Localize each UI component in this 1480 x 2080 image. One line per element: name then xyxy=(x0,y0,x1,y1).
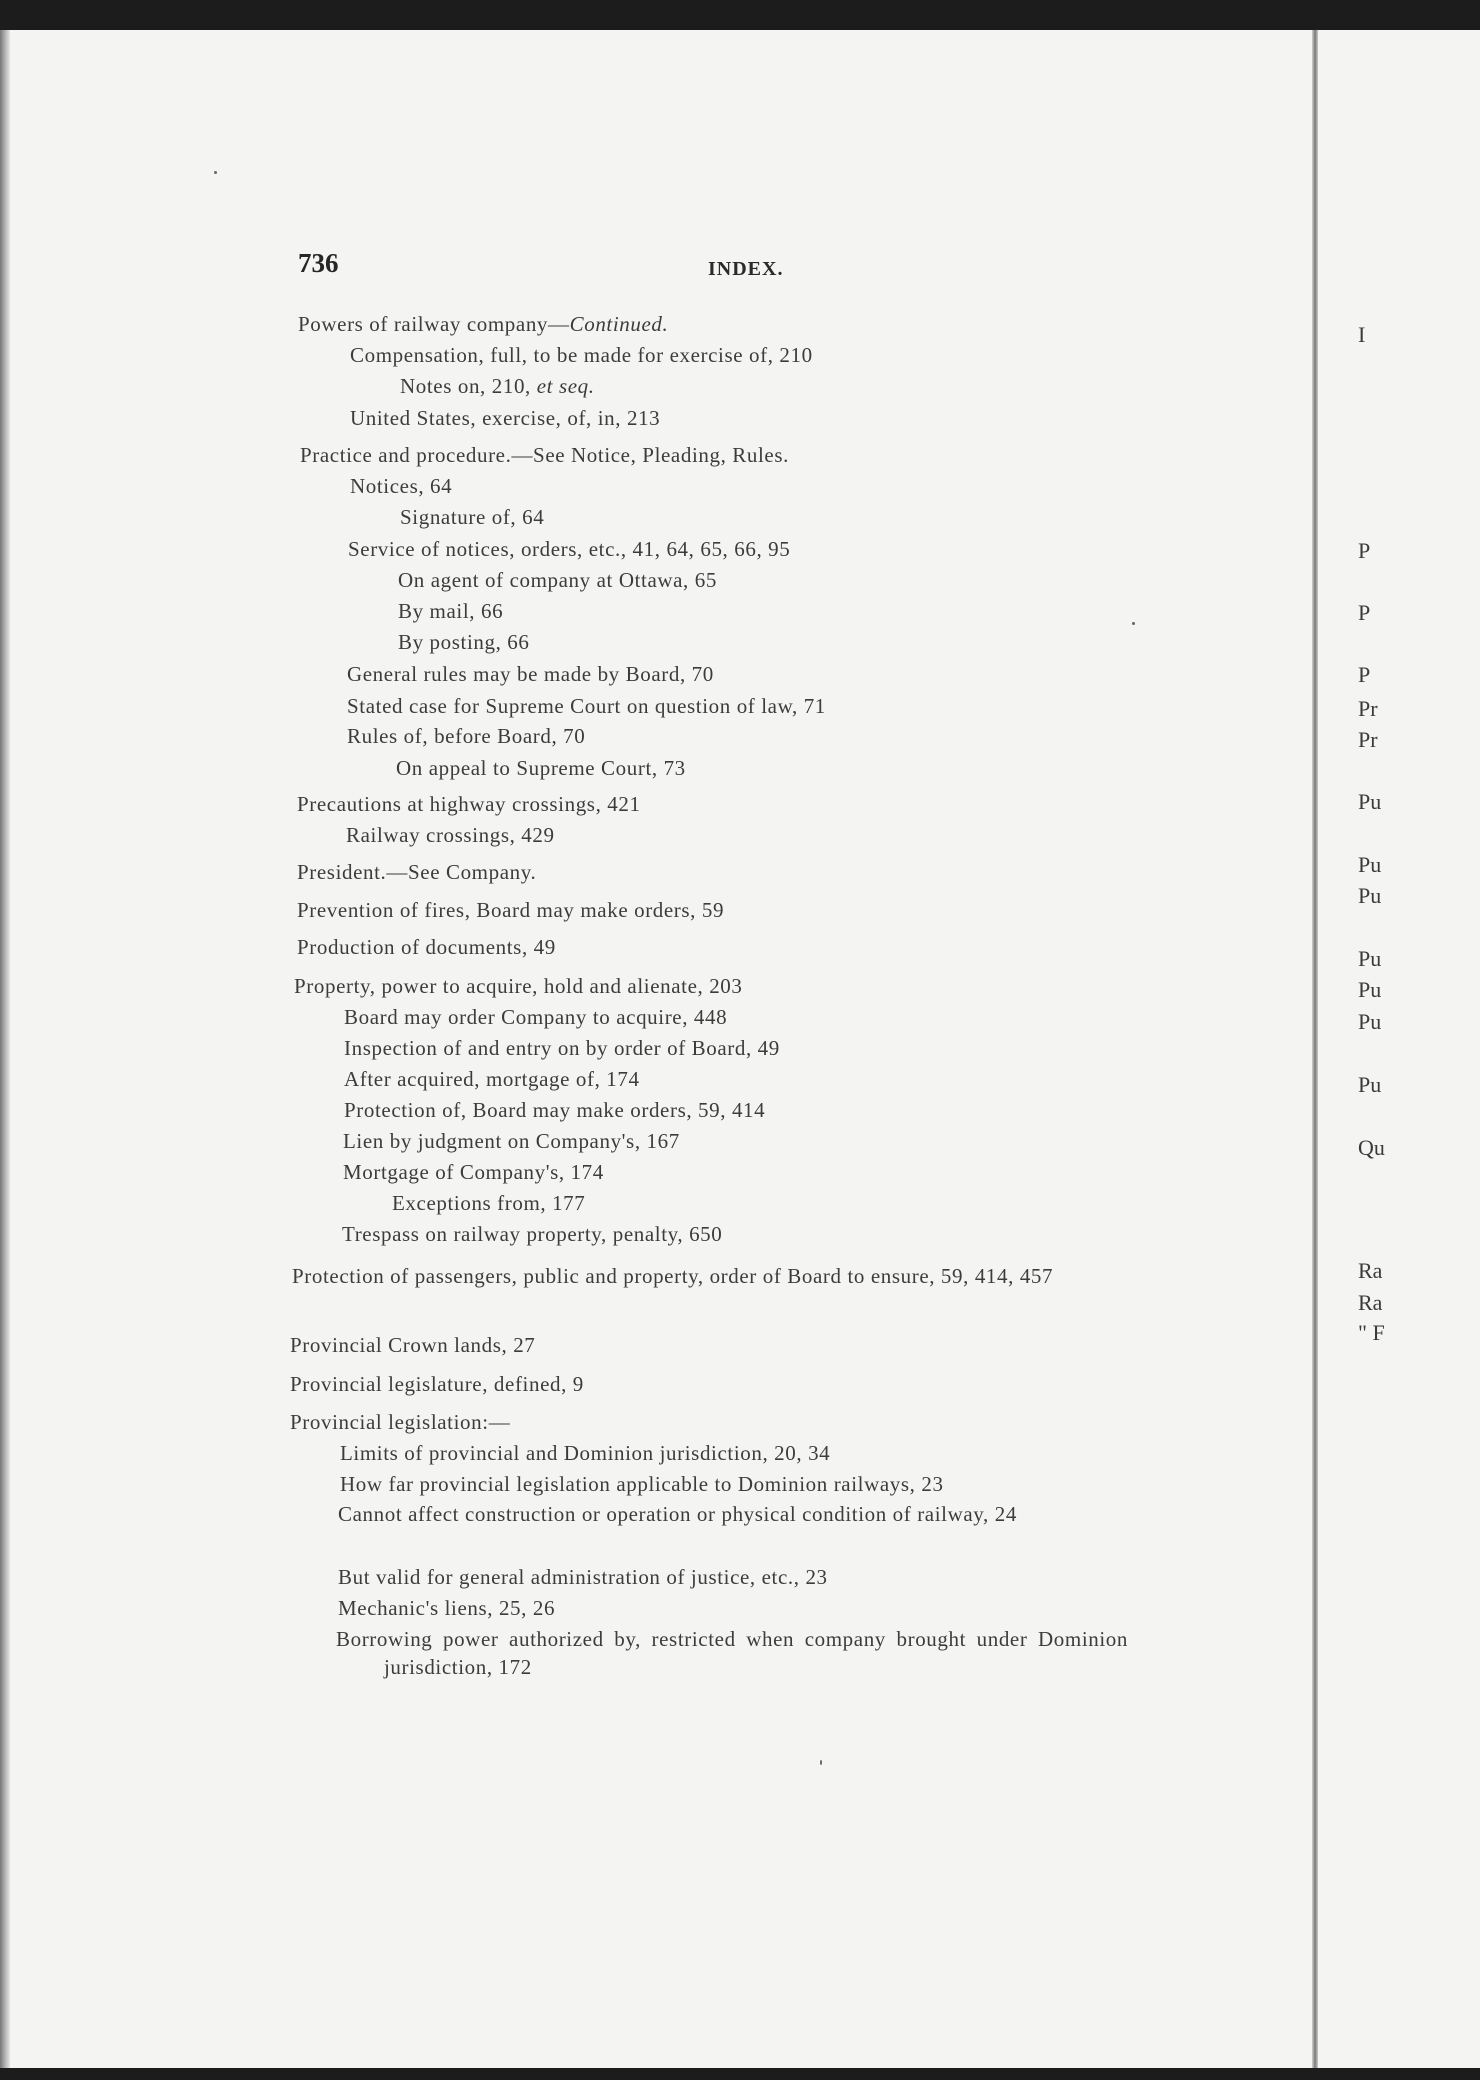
page-number: 736 xyxy=(298,248,339,278)
facing-page-fragment: Qu xyxy=(1358,1135,1385,1160)
index-subsubentry: On agent of company at Ottawa, 65 xyxy=(398,568,717,592)
facing-page-fragment: P xyxy=(1358,600,1371,625)
index-subsubentry: Exceptions from, 177 xyxy=(392,1191,586,1215)
index-subentry: Lien by judgment on Company's, 167 xyxy=(343,1129,680,1153)
facing-page-fragment: Ra xyxy=(1358,1258,1383,1283)
index-subentry: Inspection of and entry on by order of Board, 49 xyxy=(344,1036,780,1060)
index-heading: Property, power to acquire, hold and alienate, 203 xyxy=(294,974,743,998)
facing-page-fragment: I xyxy=(1358,322,1366,347)
facing-page-fragment: Ra xyxy=(1358,1290,1383,1315)
index-subentry-wrapped xyxy=(338,1500,1128,1528)
index-subsubentry: Notes on, 210, et seq. xyxy=(400,374,595,398)
index-subentry: Stated case for Supreme Court on question of law, 71 xyxy=(347,694,826,718)
index-subentry: Protection of, Board may make orders, 59, 414 xyxy=(344,1098,766,1122)
dust-speck xyxy=(1132,622,1135,625)
dust-speck xyxy=(820,1760,822,1765)
index-heading: Production of documents, 49 xyxy=(297,935,556,959)
index-subentry: Limits of provincial and Dominion jurisdiction, 20, 34 xyxy=(340,1441,831,1465)
index-subentry: General rules may be made by Board, 70 xyxy=(347,662,714,686)
index-heading-wrapped xyxy=(292,1262,1134,1290)
facing-page-fragment: Pu xyxy=(1358,1009,1382,1034)
index-heading: Powers of railway company—Continued. xyxy=(298,312,669,336)
facing-page-fragment: Pu xyxy=(1358,852,1382,877)
facing-page-fragment: Pu xyxy=(1358,977,1382,1002)
facing-page-fragment: P xyxy=(1358,538,1371,563)
index-subentry: Compensation, full, to be made for exercise of, 210 xyxy=(350,343,813,367)
index-subentry: Service of notices, orders, etc., 41, 64, 65, 66, 95 xyxy=(348,537,791,561)
index-subentry: Board may order Company to acquire, 448 xyxy=(344,1005,728,1029)
index-subentry: Trespass on railway property, penalty, 650 xyxy=(342,1222,723,1246)
facing-page-fragment: P xyxy=(1358,662,1371,687)
index-subentry: Rules of, before Board, 70 xyxy=(347,724,586,748)
index-subentry-wrapped xyxy=(336,1625,1128,1681)
index-subentry: Mortgage of Company's, 174 xyxy=(343,1160,604,1184)
facing-page-edge xyxy=(1318,0,1480,2080)
index-heading: Prevention of fires, Board may make orders, 59 xyxy=(297,898,725,922)
index-subentry: How far provincial legislation applicable to Dominion railways, 23 xyxy=(340,1472,944,1496)
index-heading: Provincial Crown lands, 27 xyxy=(290,1333,536,1357)
index-heading-text: Protection of passengers, public and property, order of Board to ensure, 59, 414, 457 xyxy=(292,1264,1054,1288)
facing-page-fragment: Pr xyxy=(1358,696,1378,721)
index-subsubentry: Signature of, 64 xyxy=(400,505,545,529)
dust-speck xyxy=(214,171,217,174)
facing-page-fragment: Pu xyxy=(1358,946,1382,971)
index-subentry: Notices, 64 xyxy=(350,474,453,498)
index-subsubentry: On appeal to Supreme Court, 73 xyxy=(396,756,686,780)
index-subsubentry: By posting, 66 xyxy=(398,630,530,654)
index-heading: Provincial legislature, defined, 9 xyxy=(290,1372,584,1396)
index-subentry: Mechanic's liens, 25, 26 xyxy=(338,1596,556,1620)
index-subentry: Railway crossings, 429 xyxy=(346,823,555,847)
index-heading: Precautions at highway crossings, 421 xyxy=(297,792,641,816)
index-heading: Practice and procedure.—See Notice, Pleading, Rules. xyxy=(300,443,789,467)
index-heading: President.—See Company. xyxy=(297,860,537,884)
facing-page-fragment: Pu xyxy=(1358,789,1382,814)
facing-page-fragment: Pu xyxy=(1358,883,1382,908)
index-subentry-text: Cannot affect construction or operation or physical condition of railway, 24 xyxy=(338,1502,1017,1526)
index-heading: Provincial legislation:— xyxy=(290,1410,511,1434)
facing-page-fragment: Pu xyxy=(1358,1072,1382,1097)
facing-page-fragment: Pr xyxy=(1358,727,1378,752)
running-head: INDEX. xyxy=(708,258,784,280)
index-subentry: After acquired, mortgage of, 174 xyxy=(344,1067,640,1091)
index-subentry: United States, exercise, of, in, 213 xyxy=(350,406,661,430)
index-subentry-text: Borrowing power authorized by, restricted when company brought under Dominion jurisdiction, 172 xyxy=(336,1627,1128,1679)
index-subentry: But valid for general administration of justice, etc., 23 xyxy=(338,1565,828,1589)
index-subsubentry: By mail, 66 xyxy=(398,599,504,623)
facing-page-fragment: " F xyxy=(1358,1320,1385,1345)
